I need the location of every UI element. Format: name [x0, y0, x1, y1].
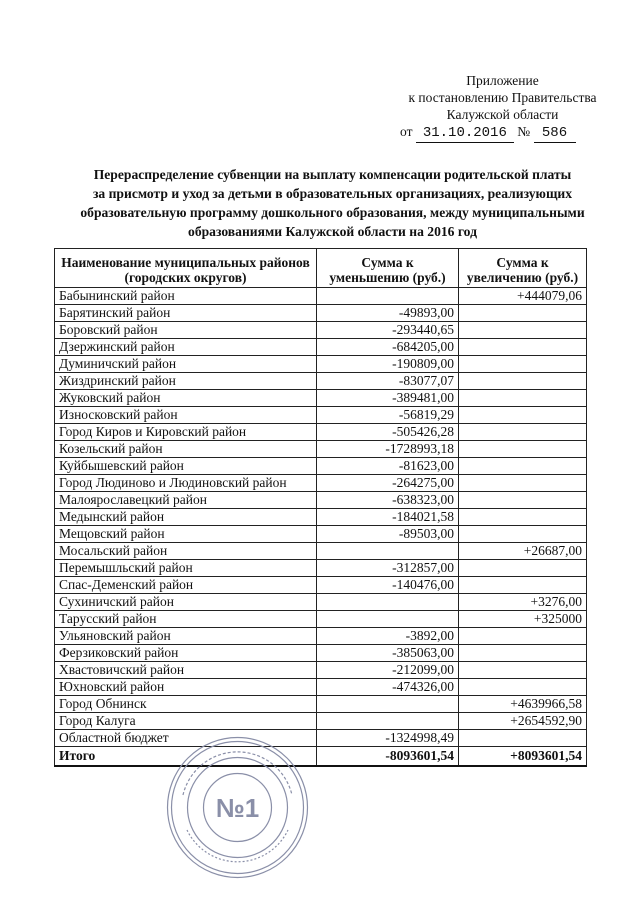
- cell-name: Город Калуга: [55, 713, 317, 730]
- cell-decrease: -293440,65: [317, 322, 459, 339]
- cell-decrease: [317, 713, 459, 730]
- cell-name: Медынский район: [55, 509, 317, 526]
- table-row: [55, 509, 587, 526]
- cell-increase: [459, 662, 587, 679]
- cell-decrease: -140476,00: [317, 577, 459, 594]
- cell-increase: +3276,00: [459, 594, 587, 611]
- cell-decrease: [317, 543, 459, 560]
- cell-decrease: [317, 594, 459, 611]
- cell-name: Мосальский район: [55, 543, 317, 560]
- cell-name: Мещовский район: [55, 526, 317, 543]
- cell-decrease: -312857,00: [317, 560, 459, 577]
- document-title: [60, 165, 605, 241]
- table-total-row: [55, 747, 587, 767]
- table-row: [55, 543, 587, 560]
- total-decrease: -8093601,54: [317, 747, 459, 767]
- header-increase: Сумма к увеличению (руб.): [459, 249, 587, 288]
- date-prefix: от: [400, 124, 413, 139]
- cell-decrease: -638323,00: [317, 492, 459, 509]
- cell-increase: [459, 492, 587, 509]
- cell-increase: [459, 339, 587, 356]
- table-row: [55, 526, 587, 543]
- table-row: [55, 628, 587, 645]
- cell-name: Ульяновский район: [55, 628, 317, 645]
- table-row: [55, 594, 587, 611]
- document-number: 586: [534, 125, 576, 143]
- table-row: [55, 407, 587, 424]
- cell-increase: +26687,00: [459, 543, 587, 560]
- cell-name: Куйбышевский район: [55, 458, 317, 475]
- cell-name: Город Обнинск: [55, 696, 317, 713]
- cell-decrease: -264275,00: [317, 475, 459, 492]
- table-body: [55, 288, 587, 767]
- table-row: [55, 390, 587, 407]
- cell-decrease: -81623,00: [317, 458, 459, 475]
- table-row: [55, 645, 587, 662]
- table-row: [55, 305, 587, 322]
- cell-name: Перемышльский район: [55, 560, 317, 577]
- appendix-line1: Приложение: [466, 73, 539, 88]
- cell-name: Город Киров и Кировский район: [55, 424, 317, 441]
- cell-increase: [459, 509, 587, 526]
- cell-name: Город Людиново и Людиновский район: [55, 475, 317, 492]
- cell-name: Сухиничский район: [55, 594, 317, 611]
- table-row: [55, 662, 587, 679]
- seal-number: №1: [215, 793, 260, 823]
- cell-name: Боровский район: [55, 322, 317, 339]
- table-header-row: [55, 249, 587, 288]
- total-increase: +8093601,54: [459, 747, 587, 767]
- cell-name: Малоярославецкий район: [55, 492, 317, 509]
- table-row: [55, 458, 587, 475]
- table-row: [55, 560, 587, 577]
- cell-decrease: [317, 696, 459, 713]
- table-row: [55, 356, 587, 373]
- cell-name: Бабынинский район: [55, 288, 317, 305]
- cell-increase: [459, 628, 587, 645]
- table-row: [55, 373, 587, 390]
- official-seal: [165, 735, 310, 880]
- cell-increase: [459, 560, 587, 577]
- cell-increase: +444079,06: [459, 288, 587, 305]
- cell-decrease: [317, 611, 459, 628]
- table-row: [55, 696, 587, 713]
- cell-increase: [459, 645, 587, 662]
- cell-decrease: -505426,28: [317, 424, 459, 441]
- cell-decrease: -184021,58: [317, 509, 459, 526]
- cell-name: Ферзиковский район: [55, 645, 317, 662]
- header-decrease: Сумма к уменьшению (руб.): [317, 249, 459, 288]
- table-row: [55, 322, 587, 339]
- redistribution-table: [54, 248, 587, 767]
- appendix-line2: к постановлению Правительства: [408, 90, 597, 105]
- cell-increase: [459, 407, 587, 424]
- cell-decrease: -385063,00: [317, 645, 459, 662]
- cell-decrease: -190809,00: [317, 356, 459, 373]
- document-date: 31.10.2016: [416, 125, 514, 143]
- cell-name: Дзержинский район: [55, 339, 317, 356]
- cell-decrease: -684205,00: [317, 339, 459, 356]
- cell-increase: [459, 730, 587, 747]
- cell-increase: [459, 322, 587, 339]
- table-row: [55, 475, 587, 492]
- cell-decrease: -1728993,18: [317, 441, 459, 458]
- table-row: [55, 288, 587, 305]
- table-row: [55, 730, 587, 747]
- title-line1: Перераспределение субвенции на выплату компенсации родительской платы: [93, 167, 572, 182]
- table-row: [55, 492, 587, 509]
- cell-increase: [459, 356, 587, 373]
- table-row: [55, 441, 587, 458]
- cell-decrease: -212099,00: [317, 662, 459, 679]
- table-row: [55, 713, 587, 730]
- table-row: [55, 611, 587, 628]
- cell-name: Жиздринский район: [55, 373, 317, 390]
- cell-increase: +2654592,90: [459, 713, 587, 730]
- table-row: [55, 339, 587, 356]
- cell-increase: [459, 390, 587, 407]
- cell-decrease: [317, 288, 459, 305]
- cell-name: Думиничский район: [55, 356, 317, 373]
- cell-decrease: -56819,29: [317, 407, 459, 424]
- cell-decrease: -89503,00: [317, 526, 459, 543]
- cell-increase: [459, 441, 587, 458]
- cell-decrease: -389481,00: [317, 390, 459, 407]
- cell-decrease: -49893,00: [317, 305, 459, 322]
- cell-name: Барятинский район: [55, 305, 317, 322]
- cell-increase: [459, 373, 587, 390]
- number-prefix: №: [517, 124, 531, 139]
- cell-increase: [459, 526, 587, 543]
- cell-name: Козельский район: [55, 441, 317, 458]
- title-line2: за присмотр и уход за детьми в образовательных организациях, реализующих: [92, 186, 573, 201]
- cell-name: Жуковский район: [55, 390, 317, 407]
- cell-decrease: -474326,00: [317, 679, 459, 696]
- cell-name: Хвастовичский район: [55, 662, 317, 679]
- cell-increase: [459, 305, 587, 322]
- total-name: Итого: [55, 747, 317, 767]
- cell-increase: +4639966,58: [459, 696, 587, 713]
- cell-increase: +325000: [459, 611, 587, 628]
- cell-decrease: -1324998,49: [317, 730, 459, 747]
- cell-name: Юхновский район: [55, 679, 317, 696]
- cell-decrease: -83077,07: [317, 373, 459, 390]
- title-line3: образовательную программу дошкольного образования, между муниципальными: [80, 205, 585, 220]
- cell-decrease: -3892,00: [317, 628, 459, 645]
- cell-increase: [459, 475, 587, 492]
- cell-increase: [459, 458, 587, 475]
- appendix-block: [400, 72, 605, 143]
- header-name: Наименование муниципальных районов (городских округов): [55, 249, 317, 288]
- cell-increase: [459, 424, 587, 441]
- cell-name: Тарусский район: [55, 611, 317, 628]
- title-line4: образованиями Калужской области на 2016 год: [188, 224, 477, 239]
- table-row: [55, 424, 587, 441]
- cell-name: Спас-Деменский район: [55, 577, 317, 594]
- appendix-line3: Калужской области: [446, 107, 559, 122]
- cell-increase: [459, 577, 587, 594]
- table-row: [55, 577, 587, 594]
- table-row: [55, 679, 587, 696]
- cell-name: Областной бюджет: [55, 730, 317, 747]
- appendix-date-line: [400, 123, 605, 143]
- cell-name: Износковский район: [55, 407, 317, 424]
- cell-increase: [459, 679, 587, 696]
